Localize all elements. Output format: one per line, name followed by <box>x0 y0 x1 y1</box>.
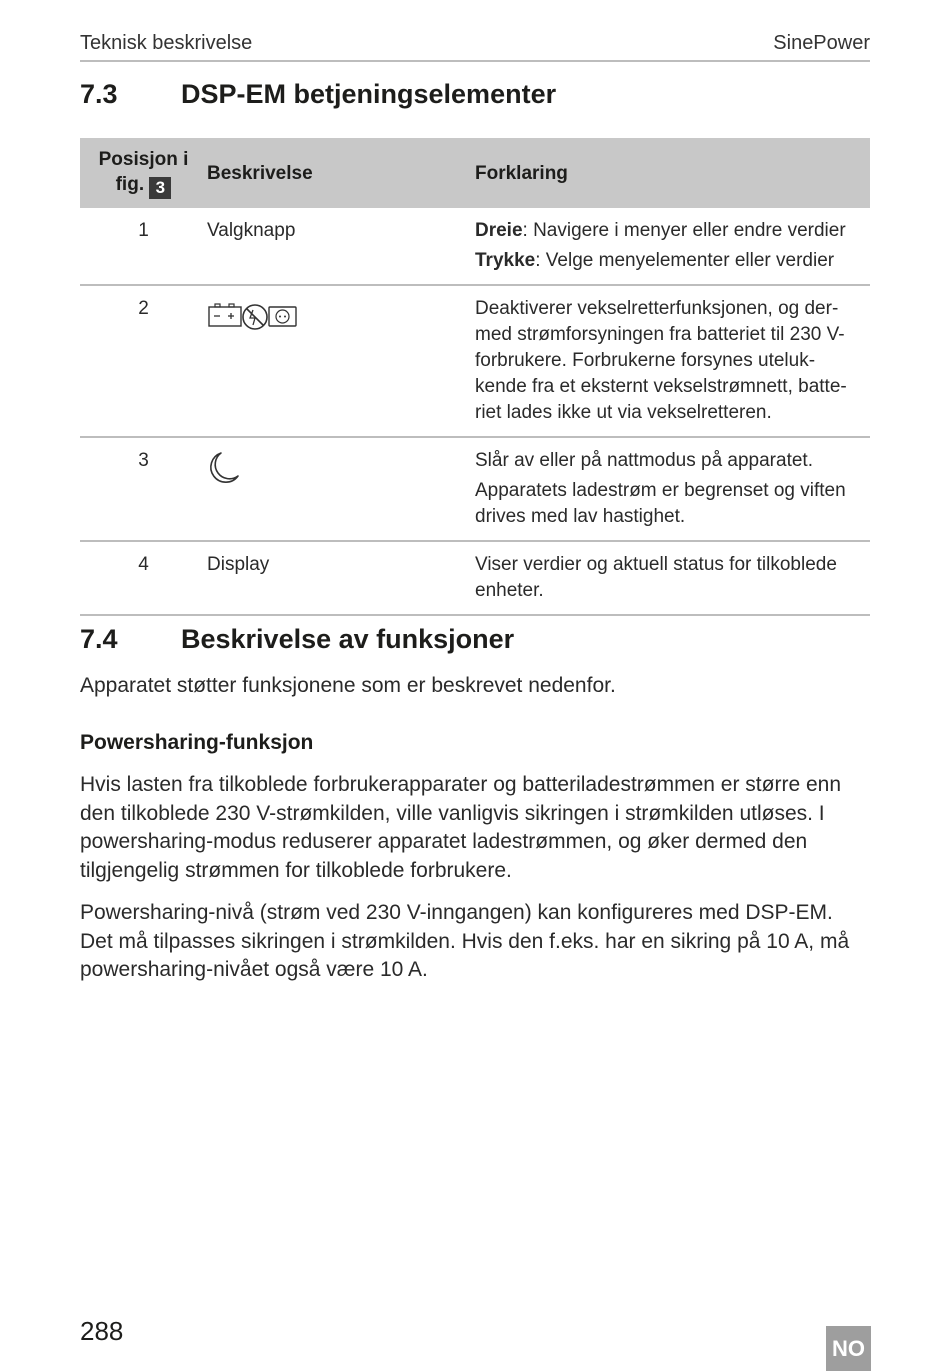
controls-table <box>80 138 870 616</box>
section-heading: Beskrivelse av funksjoner <box>181 624 515 654</box>
row-explanation: Deaktiverer vekselretterfunksjonen, og der-med strømforsyningen fra batteriet til 230 V-forbrukere. Forbrukerne forsynes uteluk-kende fra et eksternt vekselstrømnett, batte-riet lades ikke ut via vekselretteren. <box>475 285 870 437</box>
moon-icon <box>207 450 241 486</box>
language-badge: NO <box>826 1326 871 1371</box>
section-number: 7.3 <box>80 79 118 109</box>
subheading-powersharing: Powersharing-funksjon <box>80 731 314 754</box>
row-position: 4 <box>80 541 207 615</box>
section-heading: DSP-EM betjeningselementer <box>181 79 557 109</box>
header-chapter: Teknisk beskrivelse <box>80 32 253 54</box>
table-row <box>80 437 870 541</box>
row-description <box>207 285 475 437</box>
page-number: 288 <box>80 1316 124 1346</box>
table-row <box>80 285 870 437</box>
row-position: 3 <box>80 437 207 541</box>
row-description <box>207 437 475 541</box>
figure-ref-badge: 3 <box>149 177 171 199</box>
table-row <box>80 208 870 285</box>
table-header-row <box>80 138 870 208</box>
section-lead: Apparatet støtter funksjonene som er beskrevet nedenfor. <box>80 674 616 697</box>
row-description: Valgknapp <box>207 208 475 285</box>
row-explanation: Viser verdier og aktuell status for tilkoblede enheter. <box>475 541 870 615</box>
header-description: Beskrivelse <box>207 138 475 208</box>
header-position: Posisjon i fig. 3 <box>80 138 207 208</box>
row-description: Display <box>207 541 475 615</box>
header-explanation: Forklaring <box>475 138 870 208</box>
row-position: 1 <box>80 208 207 285</box>
row-explanation: Slår av eller på nattmodus på apparatet. Apparatets ladestrøm er begrenset og viften drives med lav hastighet. <box>475 437 870 541</box>
page-header <box>80 30 870 62</box>
paragraph-powersharing-2: Powersharing-nivå (strøm ved 230 V-inngangen) kan konfigureres med DSP-EM. Det må tilpasses sikringen i strømkilden. Hvis den f.eks. har en sikring på 10 A, må powersharing-nivået også være 10 A. <box>80 901 850 981</box>
header-product: SinePower <box>773 32 870 54</box>
explanation-term: Trykke <box>475 250 536 271</box>
table-row <box>80 541 870 615</box>
explanation-term: Dreie <box>475 220 523 241</box>
section-number: 7.4 <box>80 624 118 654</box>
row-position: 2 <box>80 285 207 437</box>
row-explanation: Dreie: Navigere i menyer eller endre verdier Trykke: Velge menyelementer eller verdier <box>475 208 870 285</box>
battery-no-inverter-socket-icon <box>207 298 299 332</box>
paragraph-powersharing-1: Hvis lasten fra tilkoblede forbrukerapparater og batteriladestrømmen er større enn den tilkoblede 230 V-strømkilden, ville vanligvis sikringen i strømkilden utløses. I powersharing-modus reduserer apparatet ladestrømmen, og øker dermed den tilgjengelig strømmen for tilkoblede forbrukere. <box>80 773 842 882</box>
